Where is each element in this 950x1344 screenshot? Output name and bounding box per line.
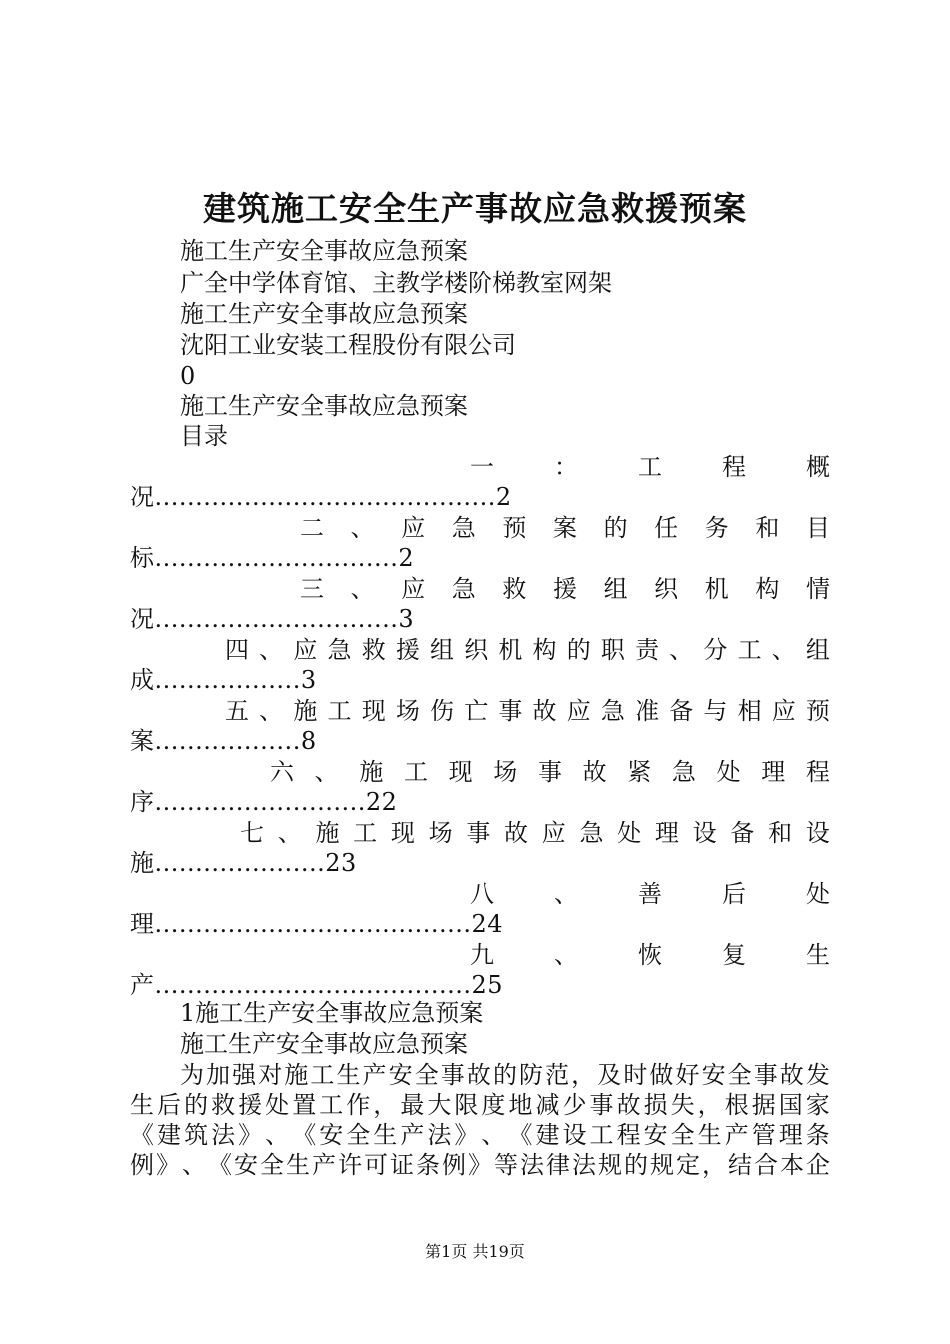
toc-entry-page: 成..................3 [130, 666, 317, 694]
paragraph-line: 《 建 筑 法 》 、 《 安 全 生 产 法 》 、 《 建 设 工 程 安 全 生 产 管 理 条 [130, 1121, 830, 1149]
intro-line: 广全中学体育馆、主教学楼阶梯教室网架 [180, 269, 612, 297]
toc-entry-title: 九 、 恢 复 生 [470, 941, 830, 969]
toc-entry[interactable] [130, 452, 830, 512]
paragraph-line: 为 加 强 对 施 工 生 产 安 全 事 故 的 防 范 ， 及 时 做 好 安 全 事 故 发 [180, 1061, 830, 1089]
toc-entry-title: 六 、 施 工 现 场 事 故 紧 急 处 理 程 [270, 758, 830, 786]
intro-line: 施工生产安全事故应急预案 [180, 300, 468, 328]
intro-line: 施工生产安全事故应急预案 [180, 237, 468, 265]
paragraph-line: 生 后 的 救 援 处 置 工 作 ， 最 大 限 度 地 减 少 事 故 损 失 ， 根 据 国 家 [130, 1091, 830, 1119]
intro-line: 0 [180, 362, 196, 390]
toc-entry-title: 二 、 应 急 预 案 的 任 务 和 目 [300, 514, 830, 542]
toc-entry[interactable] [130, 940, 830, 1000]
paragraph-line: 例 》 、 《 安 全 生 产 许 可 证 条 例 》 等 法 律 法 规 的 规 定 ， 结 合 本 企 [130, 1151, 830, 1179]
toc-heading: 目录 [180, 422, 228, 450]
body-paragraph [130, 1060, 830, 1180]
toc-entry-title: 七 、 施 工 现 场 事 故 应 急 处 理 设 备 和 设 [240, 819, 830, 847]
company-name: 沈阳工业安装工程股份有限公司 [180, 331, 516, 359]
toc-entry[interactable] [130, 757, 830, 817]
toc-entry[interactable] [130, 574, 830, 634]
toc-entry[interactable] [130, 513, 830, 573]
toc-entry-page: 案..................8 [130, 727, 317, 755]
document-title: 建筑施工安全生产事故应急救援预案 [203, 189, 747, 228]
toc-entry-title: 五 、 施 工 现 场 伤 亡 事 故 应 急 准 备 与 相 应 预 [225, 697, 830, 725]
toc-entry-page: 况..............................3 [130, 605, 415, 633]
toc-entry[interactable] [130, 635, 830, 695]
toc-entry-page: 标..............................2 [130, 544, 415, 572]
toc-entry-title: 三 、 应 急 救 援 组 织 机 构 情 [300, 575, 830, 603]
toc-entry-page: 产.......................................25 [130, 971, 504, 999]
intro-line: 施工生产安全事故应急预案 [180, 392, 468, 420]
toc-entry-page: 序..........................22 [130, 788, 398, 816]
toc-entry-page: 施.....................23 [130, 849, 357, 877]
section-heading: 施工生产安全事故应急预案 [180, 1030, 468, 1058]
toc-entry-page: 况..........................................2 [130, 483, 512, 511]
toc-entry[interactable] [130, 879, 830, 939]
section-heading: 1施工生产安全事故应急预案 [180, 999, 484, 1027]
toc-entry-title: 八 、 善 后 处 [470, 880, 830, 908]
toc-entry-title: 四 、 应 急 救 援 组 织 机 构 的 职 责 、 分 工 、 组 [225, 636, 830, 664]
toc-entry-title: 一 ： 工 程 概 [470, 453, 830, 481]
toc-entry-page: 理.......................................24 [130, 910, 504, 938]
toc-entry[interactable] [130, 696, 830, 756]
toc-entry[interactable] [130, 818, 830, 878]
page-footer: 第1页 共19页 [425, 1242, 525, 1261]
